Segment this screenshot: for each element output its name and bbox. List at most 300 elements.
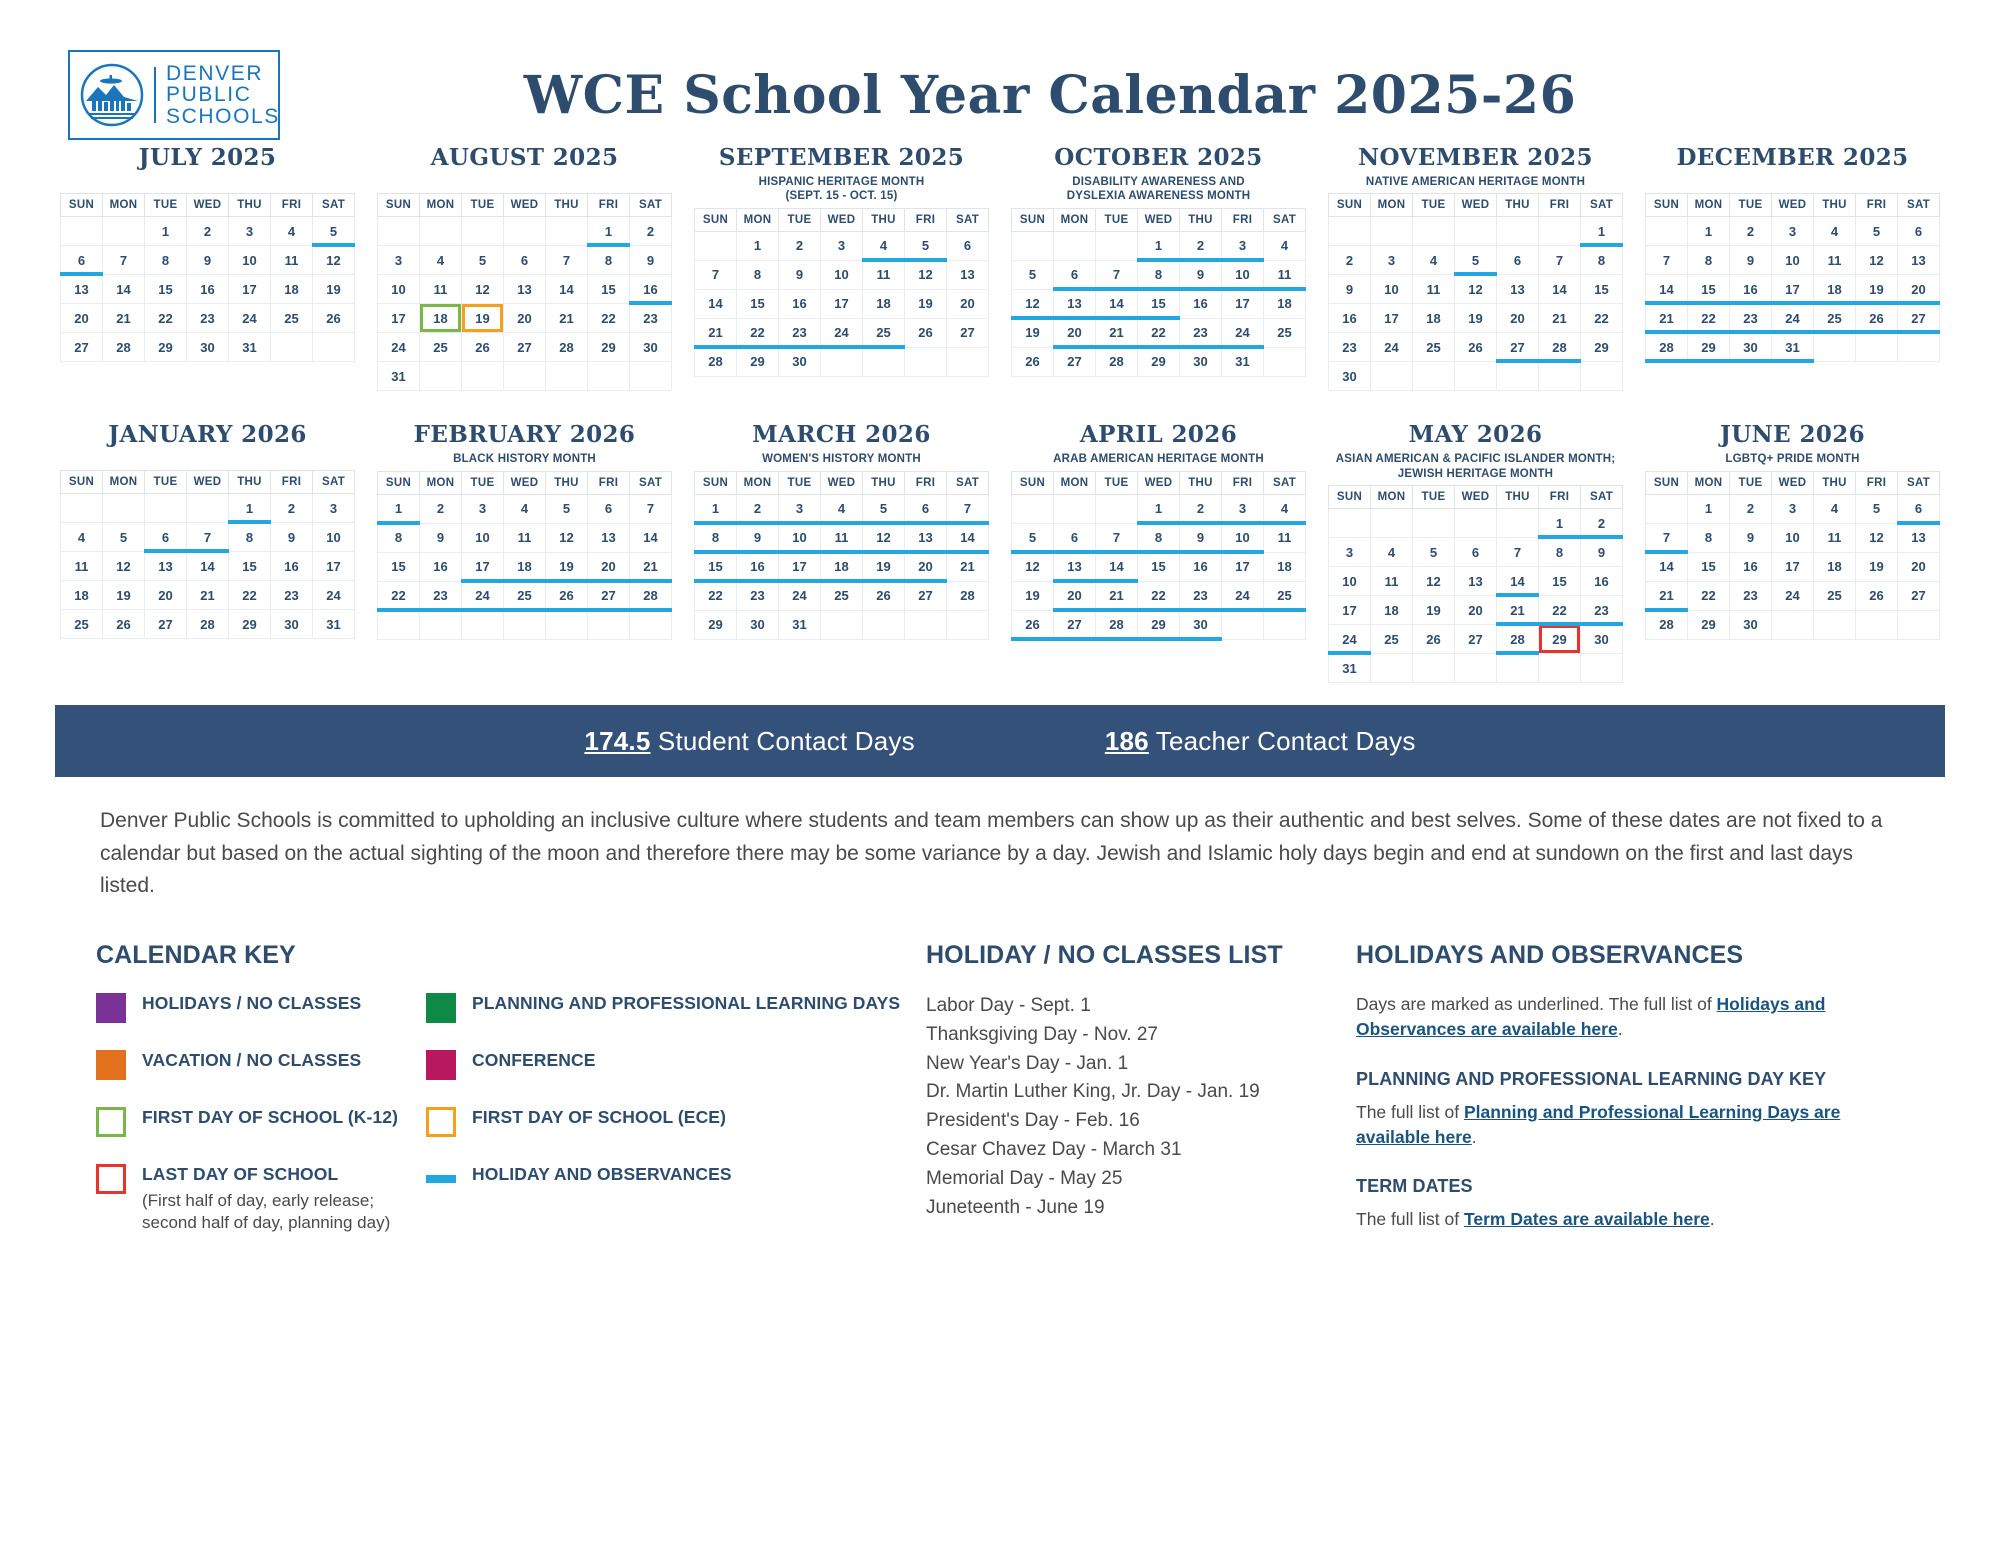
day-cell: 29 (1688, 333, 1730, 362)
day-cell: 25 (1814, 304, 1856, 333)
weekday-header: FRI (1222, 471, 1264, 494)
day-cell: 29 (1688, 610, 1730, 639)
day-cell: 2 (779, 231, 821, 260)
empty-day-cell (1012, 231, 1054, 260)
weekday-header: MON (420, 194, 462, 217)
day-cell: 26 (1856, 581, 1898, 610)
week-row (378, 610, 672, 639)
day-cell: 17 (1371, 304, 1413, 333)
planning-key-body (1356, 1100, 1916, 1151)
day-cell: 23 (1329, 333, 1371, 362)
weekday-header: SUN (1012, 471, 1054, 494)
day-cell: 1 (1688, 494, 1730, 523)
day-cell: 6 (947, 231, 989, 260)
day-cell: 16 (1329, 304, 1371, 333)
weekday-header: WED (1772, 194, 1814, 217)
day-cell: 9 (271, 523, 313, 552)
holiday-list-section (926, 941, 1356, 1239)
day-cell: 10 (1772, 523, 1814, 552)
day-cell: 31 (313, 610, 355, 639)
day-cell: 20 (504, 304, 546, 333)
day-cell: 9 (1730, 246, 1772, 275)
day-cell: 21 (1646, 304, 1688, 333)
day-cell: 20 (1898, 552, 1940, 581)
weekday-header: MON (1371, 486, 1413, 509)
day-cell: 10 (821, 260, 863, 289)
day-cell: 13 (1898, 523, 1940, 552)
day-cell: 3 (1772, 494, 1814, 523)
week-row (695, 260, 989, 289)
day-cell: 3 (1222, 494, 1264, 523)
day-cell: 19 (1455, 304, 1497, 333)
weekday-header: WED (1455, 486, 1497, 509)
month-block (60, 421, 355, 683)
day-cell: 23 (779, 318, 821, 347)
week-row (1012, 552, 1306, 581)
inclusivity-statement: Denver Public Schools is committed to upholding an inclusive culture where students and team members can show up as their authentic and best selves. Some of these dates are not fixed to a calendar but based on the actual sighting of the moon and therefore there may be some variance by a day. Jewish and Islamic holy days begin and end at sundown on the first and last days listed. (100, 809, 1883, 898)
empty-day-cell (1497, 654, 1539, 683)
day-cell: 30 (1180, 610, 1222, 639)
weekday-header: TUE (1730, 194, 1772, 217)
weekday-header-row (1012, 208, 1306, 231)
empty-day-cell (1455, 217, 1497, 246)
weekday-header: TUE (462, 471, 504, 494)
day-cell: 5 (905, 231, 947, 260)
day-cell: 11 (1264, 523, 1306, 552)
empty-day-cell (1413, 362, 1455, 391)
day-cell: 28 (546, 333, 588, 362)
day-cell: 9 (1730, 523, 1772, 552)
term-dates-heading: TERM DATES (1356, 1176, 1473, 1197)
day-cell: 3 (313, 494, 355, 523)
weekday-header: TUE (779, 471, 821, 494)
calendar-key-label: PLANNING AND PROFESSIONAL LEARNING DAYS (472, 992, 901, 1013)
weekday-header-row (1329, 486, 1623, 509)
empty-day-cell (1581, 654, 1623, 683)
weekday-header: MON (103, 194, 145, 217)
empty-day-cell (504, 217, 546, 246)
day-cell: 12 (1012, 289, 1054, 318)
day-cell: 27 (504, 333, 546, 362)
weekday-header: MON (737, 208, 779, 231)
day-cell: 21 (630, 552, 672, 581)
empty-day-cell (1539, 654, 1581, 683)
day-cell: 5 (1455, 246, 1497, 275)
empty-day-cell (103, 217, 145, 246)
day-cell: 3 (1222, 231, 1264, 260)
planning-learning-days-link[interactable]: Planning and Professional Learning Days are available here (1356, 1101, 1841, 1147)
months-grid-second-half (0, 409, 2000, 683)
empty-day-cell (1455, 362, 1497, 391)
calendar-key-item (96, 1163, 426, 1236)
day-cell: 22 (737, 318, 779, 347)
logo-line-schools: SCHOOLS (166, 104, 280, 128)
calendar-key-item (96, 1049, 426, 1080)
weekday-header: SAT (313, 194, 355, 217)
week-row (61, 304, 355, 333)
empty-day-cell (1646, 494, 1688, 523)
day-cell: 16 (1180, 552, 1222, 581)
month-block (1011, 421, 1306, 683)
weekday-header: TUE (145, 194, 187, 217)
day-cell: 15 (378, 552, 420, 581)
day-cell: 12 (546, 523, 588, 552)
week-row (61, 552, 355, 581)
key-swatch-ok12-icon (96, 1107, 126, 1137)
calendar-key-label: VACATION / NO CLASSES (142, 1049, 362, 1070)
day-cell: 3 (378, 246, 420, 275)
week-row (378, 552, 672, 581)
week-row (1012, 231, 1306, 260)
week-row (378, 581, 672, 610)
day-cell: 20 (1497, 304, 1539, 333)
day-cell: 10 (1222, 260, 1264, 289)
empty-day-cell (462, 362, 504, 391)
term-dates-body (1356, 1207, 1916, 1232)
week-row (61, 246, 355, 275)
weekday-header: TUE (462, 194, 504, 217)
day-cell: 29 (695, 610, 737, 639)
day-cell: 18 (1264, 552, 1306, 581)
day-cell: 17 (1222, 552, 1264, 581)
empty-day-cell (145, 494, 187, 523)
weekday-header: MON (737, 471, 779, 494)
month-title: DECEMBER 2025 (1676, 144, 1909, 171)
day-cell: 6 (588, 494, 630, 523)
teacher-contact-days-label: Teacher Contact Days (1148, 725, 1416, 756)
week-row (1012, 523, 1306, 552)
day-cell: 14 (546, 275, 588, 304)
day-cell: 2 (1581, 509, 1623, 538)
empty-day-cell (1222, 610, 1264, 639)
month-subtitle: LGBTQ+ PRIDE MONTH (1725, 453, 1860, 466)
weekday-header: SAT (1264, 208, 1306, 231)
weekday-header: THU (1814, 194, 1856, 217)
day-cell: 17 (1222, 289, 1264, 318)
day-cell: 21 (546, 304, 588, 333)
month-table (1011, 471, 1306, 640)
day-cell: 10 (229, 246, 271, 275)
day-cell: 23 (420, 581, 462, 610)
day-cell: 7 (1646, 523, 1688, 552)
key-swatch-olast-icon (96, 1164, 126, 1194)
day-cell: 16 (1730, 275, 1772, 304)
empty-day-cell (1371, 217, 1413, 246)
week-row (1646, 494, 1940, 523)
day-cell: 26 (1413, 625, 1455, 654)
day-cell: 9 (1329, 275, 1371, 304)
day-cell: 29 (1539, 625, 1581, 654)
day-cell: 18 (271, 275, 313, 304)
month-title: NOVEMBER 2025 (1358, 144, 1593, 171)
weekday-header: SUN (1646, 194, 1688, 217)
contact-days-banner (55, 705, 1945, 777)
weekday-header: WED (821, 208, 863, 231)
week-row (1329, 217, 1623, 246)
day-cell: 28 (695, 347, 737, 376)
week-row (1329, 538, 1623, 567)
day-cell: 15 (588, 275, 630, 304)
calendar-key-note: (First half of day, early release; second half of day, planning day) (142, 1190, 391, 1233)
day-cell: 25 (504, 581, 546, 610)
empty-day-cell (1497, 362, 1539, 391)
empty-day-cell (546, 610, 588, 639)
day-cell: 25 (1264, 318, 1306, 347)
day-cell: 23 (1180, 581, 1222, 610)
day-cell: 13 (1898, 246, 1940, 275)
day-cell: 14 (695, 289, 737, 318)
weekday-header: FRI (1539, 486, 1581, 509)
holiday-list-item: Cesar Chavez Day - March 31 (926, 1139, 1182, 1161)
day-cell: 6 (1898, 494, 1940, 523)
week-row (61, 217, 355, 246)
day-cell: 24 (1222, 581, 1264, 610)
day-cell: 31 (1772, 333, 1814, 362)
week-row (1646, 552, 1940, 581)
logo-line-public: PUBLIC (166, 83, 252, 107)
day-cell: 1 (588, 217, 630, 246)
day-cell: 12 (462, 275, 504, 304)
holidays-observances-link[interactable]: Holidays and Observances are available here (1356, 993, 1826, 1040)
day-cell: 28 (1096, 610, 1138, 639)
day-cell: 9 (1180, 260, 1222, 289)
day-cell: 1 (229, 494, 271, 523)
day-cell: 22 (695, 581, 737, 610)
empty-day-cell (905, 610, 947, 639)
day-cell: 27 (905, 581, 947, 610)
day-cell: 26 (546, 581, 588, 610)
month-block (1328, 421, 1623, 683)
dps-logo (68, 50, 280, 140)
day-cell: 18 (1371, 596, 1413, 625)
day-cell: 10 (1371, 275, 1413, 304)
logo-divider (154, 67, 156, 123)
day-cell: 20 (145, 581, 187, 610)
key-swatch-line-icon (426, 1175, 456, 1183)
month-subtitle: HISPANIC HERITAGE MONTH (SEPT. 15 - OCT. 15) (758, 176, 925, 203)
weekday-header: SAT (1898, 194, 1940, 217)
day-cell: 27 (145, 610, 187, 639)
empty-day-cell (462, 217, 504, 246)
day-cell: 6 (61, 246, 103, 275)
weekday-header: WED (187, 194, 229, 217)
day-cell: 8 (378, 523, 420, 552)
calendar-key-label: CONFERENCE (472, 1049, 596, 1070)
day-cell: 2 (1329, 246, 1371, 275)
week-row (378, 217, 672, 246)
empty-day-cell (504, 610, 546, 639)
calendar-key-section (96, 941, 926, 1239)
week-row (1012, 318, 1306, 347)
day-cell: 13 (905, 523, 947, 552)
month-table (60, 470, 355, 639)
week-row (61, 333, 355, 362)
day-cell: 27 (61, 333, 103, 362)
day-cell: 8 (737, 260, 779, 289)
student-contact-days-label: Student Contact Days (650, 725, 915, 756)
day-cell: 15 (737, 289, 779, 318)
weekday-header: THU (546, 471, 588, 494)
weekday-header: SUN (695, 208, 737, 231)
day-cell: 26 (313, 304, 355, 333)
empty-day-cell (1264, 347, 1306, 376)
day-cell: 10 (1222, 523, 1264, 552)
day-cell: 23 (737, 581, 779, 610)
empty-day-cell (61, 494, 103, 523)
empty-day-cell (1371, 362, 1413, 391)
weekday-header: WED (1138, 471, 1180, 494)
day-cell: 31 (229, 333, 271, 362)
week-row (1646, 217, 1940, 246)
month-block (694, 144, 989, 391)
term-dates-link[interactable]: Term Dates are available here (1463, 1209, 1710, 1230)
day-cell: 13 (1054, 289, 1096, 318)
empty-day-cell (1814, 333, 1856, 362)
teacher-contact-days (1105, 726, 1416, 757)
weekday-header: SAT (630, 471, 672, 494)
day-cell: 4 (821, 494, 863, 523)
day-cell: 20 (1898, 275, 1940, 304)
day-cell: 24 (1371, 333, 1413, 362)
calendar-key-label: HOLIDAYS / NO CLASSES (142, 992, 362, 1013)
day-cell: 8 (695, 523, 737, 552)
day-cell: 24 (462, 581, 504, 610)
weekday-header-row (1646, 471, 1940, 494)
day-cell: 29 (1581, 333, 1623, 362)
day-cell: 2 (1180, 231, 1222, 260)
day-cell: 22 (378, 581, 420, 610)
weekday-header: FRI (588, 194, 630, 217)
day-cell: 15 (1539, 567, 1581, 596)
day-cell: 11 (821, 523, 863, 552)
day-cell: 12 (1455, 275, 1497, 304)
empty-day-cell (695, 231, 737, 260)
day-cell: 3 (1329, 538, 1371, 567)
day-cell: 7 (1646, 246, 1688, 275)
day-cell: 12 (1413, 567, 1455, 596)
day-cell: 15 (1138, 552, 1180, 581)
day-cell: 17 (779, 552, 821, 581)
month-subtitle (1645, 175, 1940, 189)
day-cell: 25 (1371, 625, 1413, 654)
month-subtitle (377, 175, 672, 189)
day-cell: 16 (737, 552, 779, 581)
weekday-header: WED (1772, 471, 1814, 494)
empty-day-cell (863, 610, 905, 639)
day-cell: 16 (630, 275, 672, 304)
day-cell: 3 (1772, 217, 1814, 246)
month-table (60, 193, 355, 362)
empty-day-cell (630, 362, 672, 391)
day-cell: 29 (737, 347, 779, 376)
weekday-header: TUE (1413, 486, 1455, 509)
day-cell: 19 (1856, 552, 1898, 581)
day-cell: 12 (1012, 552, 1054, 581)
month-block (1011, 144, 1306, 391)
day-cell: 17 (229, 275, 271, 304)
day-cell: 8 (229, 523, 271, 552)
page-header (0, 0, 2000, 132)
planning-body-tail: . (1471, 1126, 1477, 1147)
day-cell: 23 (1581, 596, 1623, 625)
empty-day-cell (947, 347, 989, 376)
day-cell: 20 (1054, 581, 1096, 610)
empty-day-cell (1413, 217, 1455, 246)
weekday-header-row (61, 194, 355, 217)
empty-day-cell (1539, 217, 1581, 246)
month-title: MAY 2026 (1408, 421, 1543, 449)
weekday-header: THU (1180, 208, 1222, 231)
weekday-header: SUN (378, 194, 420, 217)
month-title: AUGUST 2025 (430, 144, 619, 171)
day-cell: 3 (462, 494, 504, 523)
day-cell: 14 (187, 552, 229, 581)
weekday-header: WED (1138, 208, 1180, 231)
day-cell: 14 (103, 275, 145, 304)
empty-day-cell (863, 347, 905, 376)
weekday-header: THU (546, 194, 588, 217)
day-cell: 25 (420, 333, 462, 362)
day-cell: 5 (546, 494, 588, 523)
weekday-header: THU (863, 471, 905, 494)
weekday-header: FRI (1856, 471, 1898, 494)
weekday-header: SUN (695, 471, 737, 494)
day-cell: 9 (630, 246, 672, 275)
weekday-header: THU (1814, 471, 1856, 494)
day-cell: 17 (462, 552, 504, 581)
month-block (377, 144, 672, 391)
day-cell: 30 (737, 610, 779, 639)
day-cell: 13 (145, 552, 187, 581)
logo-line-denver: DENVER (166, 61, 264, 85)
weekday-header: MON (1688, 471, 1730, 494)
day-cell: 4 (420, 246, 462, 275)
week-row (1012, 494, 1306, 523)
week-row (695, 289, 989, 318)
week-row (1329, 654, 1623, 683)
empty-day-cell (61, 217, 103, 246)
day-cell: 9 (1581, 538, 1623, 567)
day-cell: 4 (1814, 494, 1856, 523)
day-cell: 4 (61, 523, 103, 552)
empty-day-cell (1455, 509, 1497, 538)
holiday-list-heading: HOLIDAY / NO CLASSES LIST (926, 940, 1283, 969)
observances-body-tail: . (1617, 1019, 1623, 1040)
day-cell: 7 (1497, 538, 1539, 567)
day-cell: 11 (1371, 567, 1413, 596)
day-cell: 10 (313, 523, 355, 552)
calendar-key-item (426, 1049, 926, 1080)
empty-day-cell (588, 610, 630, 639)
month-subtitle: ARAB AMERICAN HERITAGE MONTH (1053, 453, 1264, 466)
week-row (61, 523, 355, 552)
key-swatch-green-icon (426, 993, 456, 1023)
month-subtitle: WOMEN'S HISTORY MONTH (762, 453, 921, 466)
day-cell: 18 (420, 304, 462, 333)
day-cell: 6 (905, 494, 947, 523)
day-cell: 24 (378, 333, 420, 362)
weekday-header: WED (504, 471, 546, 494)
weekday-header: THU (1180, 471, 1222, 494)
empty-day-cell (1096, 494, 1138, 523)
day-cell: 21 (1096, 581, 1138, 610)
week-row (1646, 275, 1940, 304)
day-cell: 24 (1329, 625, 1371, 654)
day-cell: 8 (1539, 538, 1581, 567)
weekday-header: SUN (1646, 471, 1688, 494)
calendar-key-item (426, 1163, 926, 1236)
day-cell: 15 (229, 552, 271, 581)
